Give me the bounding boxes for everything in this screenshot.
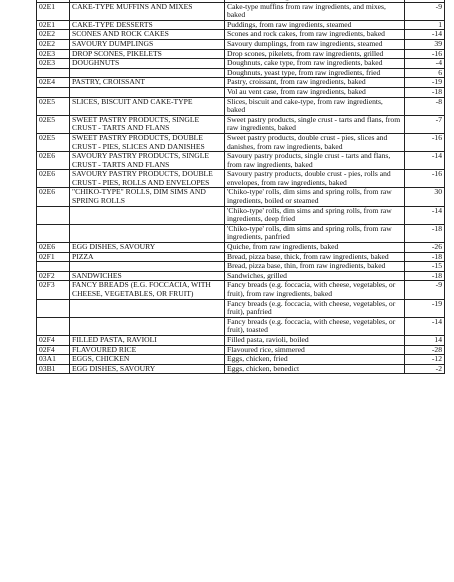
value-cell: -9	[405, 281, 445, 299]
table-row	[37, 243, 445, 253]
food-code-cell: 03A1	[37, 355, 70, 365]
value-cell: 39	[405, 39, 445, 49]
food-code-cell: 02F2	[37, 271, 70, 281]
table-row	[37, 133, 445, 151]
food-group-cell	[70, 299, 225, 317]
table-row	[37, 206, 445, 224]
food-code-cell: 02E1	[37, 2, 70, 20]
description-cell: Eggs, chicken, fried	[225, 355, 405, 365]
value-cell: -16	[405, 49, 445, 59]
table-row	[37, 224, 445, 242]
food-group-cell: SCONES AND ROCK CAKES	[70, 30, 225, 40]
food-group-cell: SLICES, BISCUIT AND CAKE-TYPE	[70, 97, 225, 115]
description-cell: Cake-type muffins from raw ingredients, and mixes, baked	[225, 2, 405, 20]
description-cell: Fancy breads (e.g. foccacia, with cheese, vegetables, or fruit), panfried	[225, 299, 405, 317]
food-code-cell: 02E6	[37, 243, 70, 253]
food-group-cell	[70, 68, 225, 78]
table-row	[37, 30, 445, 40]
food-group-cell: PASTRY, CROISSANT	[70, 78, 225, 88]
description-cell: Bread, pizza base, thin, from raw ingredients, baked	[225, 262, 405, 272]
food-code-cell	[37, 299, 70, 317]
food-group-cell: FLAVOURED RICE	[70, 345, 225, 355]
food-code-cell: 02F1	[37, 252, 70, 262]
food-group-cell	[70, 262, 225, 272]
table-row	[37, 170, 445, 188]
description-cell: Savoury pastry products, double crust - pies, rolls and envelopes, from raw ingredients, baked	[225, 170, 405, 188]
table-row	[37, 335, 445, 345]
food-group-cell: SANDWICHES	[70, 271, 225, 281]
description-cell: Flavoured rice, simmered	[225, 345, 405, 355]
table-row	[37, 87, 445, 97]
food-group-cell: SAVOURY DUMPLINGS	[70, 39, 225, 49]
table-row	[37, 115, 445, 133]
description-cell: Fancy breads (e.g. foccacia, with cheese, vegetables, or fruit), from raw ingredients, baked	[225, 281, 405, 299]
description-cell: Scones and rock cakes, from raw ingredients, baked	[225, 30, 405, 40]
description-cell: Savoury pastry products, single crust - tarts and flans, from raw ingredients, baked	[225, 152, 405, 170]
table-row	[37, 355, 445, 365]
table-row	[37, 97, 445, 115]
table-row	[37, 78, 445, 88]
food-group-cell: SWEET PASTRY PRODUCTS, DOUBLE CRUST - PIES, SLICES AND DANISHES	[70, 133, 225, 151]
table-row	[37, 364, 445, 374]
food-group-cell	[70, 87, 225, 97]
description-cell: Slices, biscuit and cake-type, from raw ingredients, baked	[225, 97, 405, 115]
description-cell: 'Chiko-type' rolls, dim sims and spring rolls, from raw ingredients, panfried	[225, 224, 405, 242]
value-cell: -12	[405, 355, 445, 365]
food-code-cell: 02E6	[37, 152, 70, 170]
food-group-cell: EGG DISHES, SAVOURY	[70, 364, 225, 374]
table-row	[37, 2, 445, 20]
food-code-cell: 02E5	[37, 97, 70, 115]
food-code-cell	[37, 87, 70, 97]
description-cell: Puddings, from raw ingredients, steamed	[225, 20, 405, 30]
value-cell: -8	[405, 97, 445, 115]
value-cell: 1	[405, 20, 445, 30]
food-group-cell: SAVOURY PASTRY PRODUCTS, DOUBLE CRUST - PIES, ROLLS AND ENVELOPES	[70, 170, 225, 188]
food-code-cell: 02F4	[37, 335, 70, 345]
description-cell: Sweet pastry products, single crust - tarts and flans, from raw ingredients, baked	[225, 115, 405, 133]
food-code-cell: 02E2	[37, 30, 70, 40]
food-code-cell: 02E6	[37, 188, 70, 206]
value-cell: -4	[405, 59, 445, 69]
table-row	[37, 152, 445, 170]
value-cell: -14	[405, 152, 445, 170]
food-code-cell	[37, 206, 70, 224]
table-row	[37, 271, 445, 281]
food-group-cell: FANCY BREADS (E.G. FOCCACIA, WITH CHEESE, VEGETABLES, OR FRUIT)	[70, 281, 225, 299]
food-group-cell: PIZZA	[70, 252, 225, 262]
value-cell: -2	[405, 364, 445, 374]
food-code-cell: 02E3	[37, 49, 70, 59]
value-cell: -18	[405, 224, 445, 242]
description-cell: Quiche, from raw ingredients, baked	[225, 243, 405, 253]
description-cell: Fancy breads (e.g. foccacia, with cheese, vegetables, or fruit), toasted	[225, 317, 405, 335]
food-code-cell: 02E5	[37, 133, 70, 151]
value-cell: -14	[405, 30, 445, 40]
table-row	[37, 299, 445, 317]
description-cell: 'Chiko-type' rolls, dim sims and spring rolls, from raw ingredients, deep fried	[225, 206, 405, 224]
food-group-cell: "CHIKO-TYPE" ROLLS, DIM SIMS AND SPRING ROLLS	[70, 188, 225, 206]
description-cell: Bread, pizza base, thick, from raw ingredients, baked	[225, 252, 405, 262]
value-cell: -18	[405, 271, 445, 281]
value-cell: -14	[405, 206, 445, 224]
value-cell: 14	[405, 335, 445, 345]
food-code-cell: 02F4	[37, 345, 70, 355]
table-row	[37, 59, 445, 69]
food-code-cell	[37, 317, 70, 335]
food-group-cell: CAKE-TYPE DESSERTS	[70, 20, 225, 30]
value-cell: 6	[405, 68, 445, 78]
value-cell: -7	[405, 115, 445, 133]
food-code-cell: 02F3	[37, 281, 70, 299]
value-cell: -14	[405, 317, 445, 335]
description-cell: Doughnuts, cake type, from raw ingredients, baked	[225, 59, 405, 69]
food-group-cell: SWEET PASTRY PRODUCTS, SINGLE CRUST - TARTS AND FLANS	[70, 115, 225, 133]
food-group-cell: EGGS, CHICKEN	[70, 355, 225, 365]
table-row	[37, 317, 445, 335]
description-cell: Doughnuts, yeast type, from raw ingredients, fried	[225, 68, 405, 78]
food-group-cell	[70, 317, 225, 335]
food-group-cell	[70, 224, 225, 242]
food-code-cell	[37, 224, 70, 242]
description-cell: Sandwiches, grilled	[225, 271, 405, 281]
table-row	[37, 281, 445, 299]
food-group-cell: DOUGHNUTS	[70, 59, 225, 69]
food-code-cell: 02E3	[37, 59, 70, 69]
food-group-cell: FILLED PASTA, RAVIOLI	[70, 335, 225, 345]
description-cell: Filled pasta, ravioli, boiled	[225, 335, 405, 345]
food-code-cell	[37, 68, 70, 78]
value-cell: -28	[405, 345, 445, 355]
table-row	[37, 262, 445, 272]
value-cell: -9	[405, 2, 445, 20]
value-cell: -16	[405, 170, 445, 188]
table-body	[37, 0, 445, 374]
food-code-cell: 02E1	[37, 20, 70, 30]
table-row	[37, 68, 445, 78]
value-cell: -18	[405, 252, 445, 262]
value-cell: -16	[405, 133, 445, 151]
value-cell: -19	[405, 299, 445, 317]
description-cell: Savoury dumplings, from raw ingredients, steamed	[225, 39, 405, 49]
food-group-cell: DROP SCONES, PIKELETS	[70, 49, 225, 59]
description-cell: Vol au vent case, from raw ingredients, baked	[225, 87, 405, 97]
value-cell: -19	[405, 78, 445, 88]
value-cell: 30	[405, 188, 445, 206]
food-code-cell: 03B1	[37, 364, 70, 374]
food-code-cell: 02E6	[37, 170, 70, 188]
table-row	[37, 20, 445, 30]
food-yield-table	[36, 0, 445, 374]
food-code-cell: 02E5	[37, 115, 70, 133]
description-cell: Eggs, chicken, benedict	[225, 364, 405, 374]
food-code-cell	[37, 262, 70, 272]
description-cell: Pastry, croissant, from raw ingredients, baked	[225, 78, 405, 88]
value-cell: -18	[405, 87, 445, 97]
food-group-cell	[70, 206, 225, 224]
value-cell: -15	[405, 262, 445, 272]
value-cell: -26	[405, 243, 445, 253]
table-row	[37, 39, 445, 49]
table-row	[37, 49, 445, 59]
table-row	[37, 345, 445, 355]
description-cell: Sweet pastry products, double crust - pies, slices and danishes, from raw ingredients, baked	[225, 133, 405, 151]
food-group-cell: CAKE-TYPE MUFFINS AND MIXES	[70, 2, 225, 20]
food-group-cell: EGG DISHES, SAVOURY	[70, 243, 225, 253]
description-cell: Drop scones, pikelets, from raw ingredients, grilled	[225, 49, 405, 59]
food-group-cell: SAVOURY PASTRY PRODUCTS, SINGLE CRUST - TARTS AND FLANS	[70, 152, 225, 170]
food-code-cell: 02E4	[37, 78, 70, 88]
food-code-cell: 02E2	[37, 39, 70, 49]
description-cell: 'Chiko-type' rolls, dim sims and spring rolls, from raw ingredients, boiled or steamed	[225, 188, 405, 206]
table-row	[37, 252, 445, 262]
table-row	[37, 188, 445, 206]
